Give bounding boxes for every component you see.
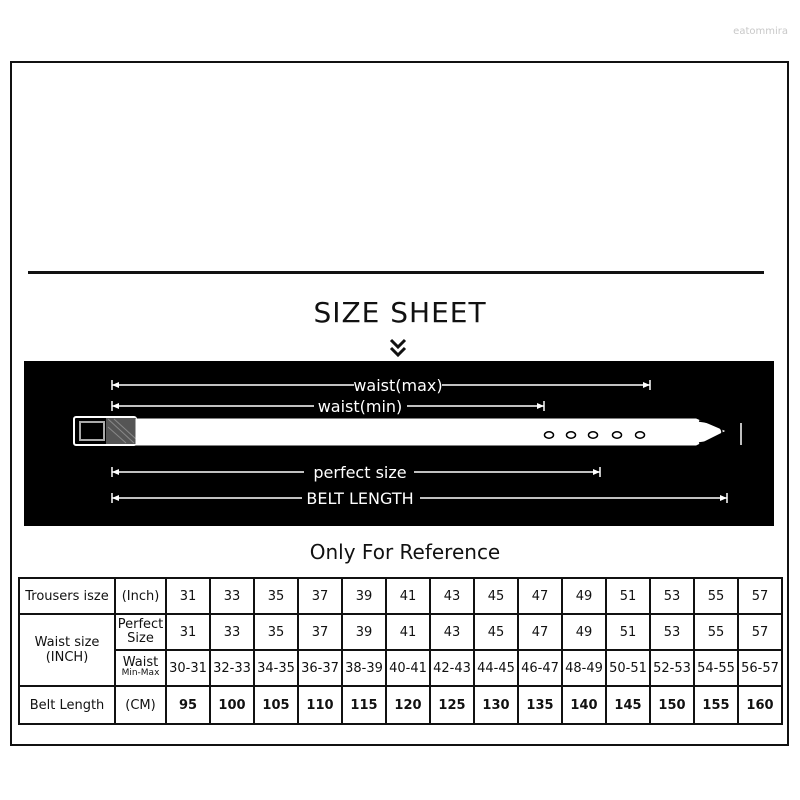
- trousers-cell: 55: [694, 578, 738, 614]
- trousers-cell: 43: [430, 578, 474, 614]
- trousers-cell: 57: [738, 578, 782, 614]
- perfect-cell: 31: [166, 614, 210, 650]
- perfect-cell: 51: [606, 614, 650, 650]
- perfect-size-measure: [112, 463, 600, 482]
- belt-hole: [545, 432, 554, 438]
- belt-length-cell: 100: [210, 686, 254, 724]
- perfect-cell: 35: [254, 614, 298, 650]
- trousers-cell: 31: [166, 578, 210, 614]
- belt-length-cell: 110: [298, 686, 342, 724]
- waist-max-measure: [112, 376, 650, 395]
- perfect-size-label-cell: [115, 614, 166, 650]
- perfect-size-label: perfect size: [313, 463, 407, 482]
- perfect-cell: 41: [386, 614, 430, 650]
- perfect-cell: 57: [738, 614, 782, 650]
- perfect-cell: 33: [210, 614, 254, 650]
- belt-length-cell: 155: [694, 686, 738, 724]
- waist-range-cell: 50-51: [606, 650, 650, 686]
- waist-range-cell: 54-55: [694, 650, 738, 686]
- belt-length-cell: 135: [518, 686, 562, 724]
- belt-hole: [567, 432, 576, 438]
- belt-length-cell: 95: [166, 686, 210, 724]
- trousers-cell: 47: [518, 578, 562, 614]
- belt-length-cell: 120: [386, 686, 430, 724]
- perfect-cell: 53: [650, 614, 694, 650]
- perfect-cell: 49: [562, 614, 606, 650]
- waist-range-cell: 42-43: [430, 650, 474, 686]
- trousers-row: [19, 578, 782, 614]
- perfect-cell: 37: [298, 614, 342, 650]
- belt-hole: [636, 432, 645, 438]
- perfect-cell: 39: [342, 614, 386, 650]
- divider-line: [28, 271, 764, 274]
- buckle-prong-frame: [80, 422, 104, 440]
- double-chevron-down-icon: [388, 338, 408, 358]
- belt-length-cell: 145: [606, 686, 650, 724]
- belt-length-unit: (CM): [115, 686, 166, 724]
- reference-note: Only For Reference: [309, 540, 501, 564]
- waist-size-label-line1: Waist size: [34, 635, 100, 650]
- perfect-cell: 45: [474, 614, 518, 650]
- waist-range-cell: 48-49: [562, 650, 606, 686]
- trousers-cell: 45: [474, 578, 518, 614]
- belt-length-cell: 150: [650, 686, 694, 724]
- trousers-cell: 33: [210, 578, 254, 614]
- belt-diagram: [24, 361, 774, 526]
- waist-min-label: waist(min): [317, 397, 403, 416]
- waist-range-cell: 34-35: [254, 650, 298, 686]
- waist-max-label: waist(max): [353, 376, 443, 395]
- trousers-cell: 49: [562, 578, 606, 614]
- trousers-cell: 39: [342, 578, 386, 614]
- size-sheet-title: SIZE SHEET: [313, 296, 487, 329]
- trousers-cell: 35: [254, 578, 298, 614]
- watermark-text: eatommira: [733, 26, 788, 37]
- trousers-label: Trousers isze: [19, 578, 115, 614]
- belt-illustration: [74, 417, 741, 445]
- waist-range-row: [19, 650, 782, 686]
- belt-diagram-panel: [24, 361, 774, 526]
- belt-length-cell: 160: [738, 686, 782, 724]
- waist-range-cell: 40-41: [386, 650, 430, 686]
- perfect-cell: 43: [430, 614, 474, 650]
- trousers-cell: 37: [298, 578, 342, 614]
- belt-length-cell: 115: [342, 686, 386, 724]
- perfect-size-row: [19, 614, 782, 650]
- perfect-cell: 47: [518, 614, 562, 650]
- size-table: [18, 577, 783, 725]
- waist-range-cell: 36-37: [298, 650, 342, 686]
- belt-hole: [589, 432, 598, 438]
- waist-size-label: [19, 614, 115, 686]
- belt-length-cell: 125: [430, 686, 474, 724]
- waist-range-cell: 52-53: [650, 650, 694, 686]
- belt-hole: [613, 432, 622, 438]
- belt-length-measure: [112, 489, 727, 508]
- trousers-cell: 41: [386, 578, 430, 614]
- waist-range-cell: 56-57: [738, 650, 782, 686]
- waist-min-measure: [112, 397, 544, 416]
- belt-length-cell: 105: [254, 686, 298, 724]
- waist-range-cell: 38-39: [342, 650, 386, 686]
- waist-minmax-label-cell: [115, 650, 166, 686]
- belt-length-label: BELT LENGTH: [306, 489, 414, 508]
- perfect-cell: 55: [694, 614, 738, 650]
- waist-size-label-line2: (INCH): [45, 650, 89, 665]
- waist-range-cell: 32-33: [210, 650, 254, 686]
- perfect-label-line2: Size: [127, 631, 154, 646]
- belt-length-row: [19, 686, 782, 724]
- trousers-cell: 51: [606, 578, 650, 614]
- belt-length-cell: 140: [562, 686, 606, 724]
- belt-length-cell: 130: [474, 686, 518, 724]
- perfect-label-line1: Perfect: [117, 617, 164, 632]
- belt-strap: [136, 419, 724, 445]
- trousers-unit: (Inch): [115, 578, 166, 614]
- trousers-cell: 53: [650, 578, 694, 614]
- belt-length-row-label: Belt Length: [19, 686, 115, 724]
- waist-range-cell: 44-45: [474, 650, 518, 686]
- waist-label-line2: Min-Max: [121, 668, 160, 678]
- waist-range-cell: 46-47: [518, 650, 562, 686]
- waist-range-cell: 30-31: [166, 650, 210, 686]
- waist-label-line1: Waist: [122, 655, 159, 670]
